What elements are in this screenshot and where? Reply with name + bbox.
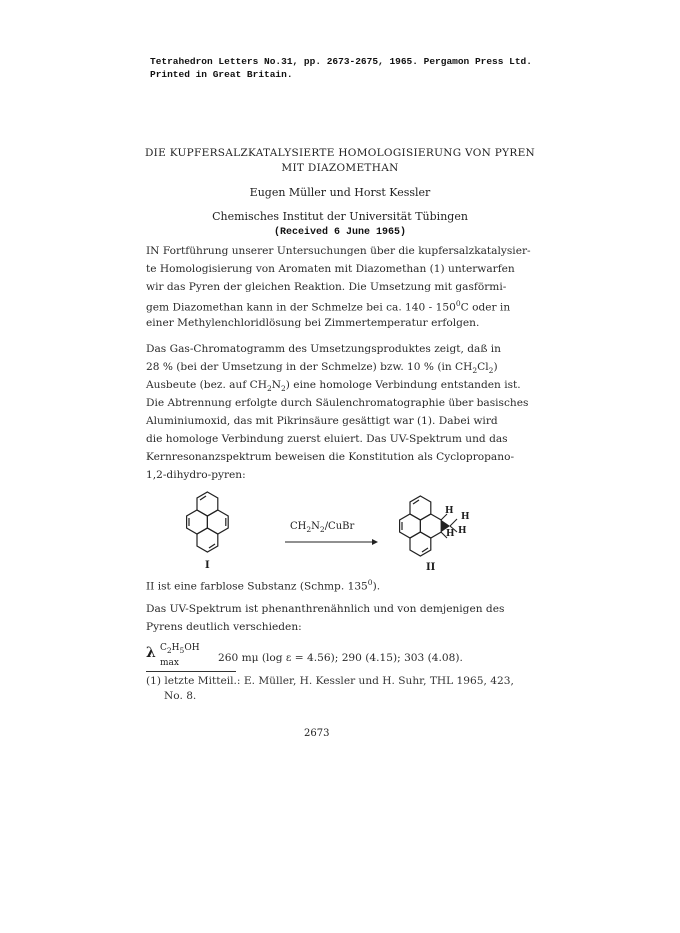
- p2-line3: [146, 379, 521, 393]
- authors: Eugen Müller und Horst Kessler: [249, 186, 431, 199]
- compound-label-I: I: [205, 560, 210, 571]
- p1-line2: te Homologisierung von Aromaten mit Diazomethan (1) unterwarfen: [146, 263, 515, 275]
- p2-line4: Die Abtrennung erfolgte durch Säulenchromatographie über basisches: [146, 397, 529, 409]
- p1-line4-suffix: C oder in: [460, 301, 511, 314]
- p1-line4: [146, 299, 510, 314]
- journal-citation: Tetrahedron Letters No.31, pp. 2673-2675, 1965. Pergamon Press Ltd.: [150, 56, 532, 67]
- compound-label-II: II: [426, 562, 436, 573]
- p3-line1: Das UV-Spektrum ist phenanthrenähnlich und von demjenigen des: [146, 603, 505, 615]
- reagent-cubr: /CuBr: [324, 521, 355, 532]
- reagent-ch: CH: [290, 521, 307, 532]
- uv-solvent: [160, 643, 200, 655]
- arrow-head: [372, 539, 378, 545]
- p2-line3a: Ausbeute (bez. auf CH: [146, 379, 267, 391]
- cyclopropane-product-II: [400, 496, 442, 556]
- article-title-line1: DIE KUPFERSALZKATALYSIERTE HOMOLOGISIERUNG VON PYREN: [144, 147, 536, 159]
- reagent-sub1: 2: [306, 525, 312, 534]
- p1-line4-text: gem Diazomethan kann in der Schmelze bei ca. 140 - 150: [146, 301, 456, 314]
- uv-sub2: 5: [179, 645, 185, 655]
- p2-line1: Das Gas-Chromatogramm des Umsetzungsproduktes zeigt, daß in: [146, 343, 501, 355]
- sub-2d: 2: [281, 384, 286, 394]
- h-label-1: H: [445, 506, 454, 516]
- p2-line8: 1,2-dihydro-pyren:: [146, 469, 246, 481]
- p2-line3b: N: [271, 379, 282, 391]
- p2-line2c: ): [493, 361, 498, 373]
- degree-sign: 0: [455, 299, 461, 308]
- mp-text: II ist eine farblose Substanz (Schmp. 135: [146, 580, 368, 593]
- p2-line3c: ) eine homologe Verbindung entstanden ist.: [285, 379, 521, 391]
- institution: Chemisches Institut der Universität Tübingen: [212, 210, 468, 223]
- mp-close: ).: [372, 580, 381, 593]
- p1-line5: einer Methylenchloridlösung bei Zimmertemperatur erfolgen.: [146, 317, 480, 329]
- reagent-label: [290, 521, 354, 534]
- p1-line3: wir das Pyren der gleichen Reaktion. Die Umsetzung mit gasförmi-: [146, 281, 507, 293]
- page-number: 2673: [304, 728, 330, 739]
- uv-h: H: [171, 643, 180, 653]
- printed-in: Printed in Great Britain.: [150, 69, 293, 80]
- pyrene-structure-I: [187, 492, 229, 552]
- mp-line: [146, 578, 380, 593]
- uv-oh: OH: [184, 643, 200, 653]
- uv-values: 260 mμ (log ε = 4.56); 290 (4.15); 303 (4.08).: [218, 652, 463, 664]
- article-title-line2: MIT DIAZOMETHAN: [281, 162, 399, 174]
- received-date: (Received 6 June 1965): [273, 227, 407, 238]
- p1-line1: IN Fortführung unserer Untersuchungen über die kupfersalzkatalysier-: [146, 245, 531, 257]
- reagent-n: N: [311, 521, 320, 532]
- reagent-sub2: 2: [319, 525, 325, 534]
- h-label-2: H: [461, 512, 470, 522]
- h-label-4: H: [446, 529, 455, 539]
- sub-2b: 2: [488, 366, 494, 376]
- p2-line2a: 28 % (bei der Umsetzung in der Schmelze) bzw. 10 % (in CH: [146, 361, 473, 373]
- p2-line2: [146, 361, 498, 375]
- h-label-3: H: [458, 526, 467, 536]
- uv-max: max: [160, 658, 179, 668]
- uv-sub1: 2: [166, 645, 172, 655]
- sub-2a: 2: [472, 366, 478, 376]
- mp-degree: 0: [367, 578, 373, 587]
- sub-2c: 2: [266, 384, 272, 394]
- p2-line7: Kernresonanzspektrum beweisen die Konstitution als Cyclopropano-: [146, 451, 515, 463]
- p2-line5: Aluminiumoxid, das mit Pikrinsäure gesättigt war (1). Dabei wird: [146, 415, 498, 427]
- footnote-line2: No. 8.: [164, 690, 197, 702]
- footnote-line1: (1) letzte Mitteil.: E. Müller, H. Kessler und H. Suhr, THL 1965, 423,: [146, 675, 514, 687]
- uv-c: C: [160, 643, 167, 653]
- lambda-symbol: λ: [146, 645, 156, 661]
- footnote-rule: [146, 671, 236, 672]
- p2-line6: die homologe Verbindung zuerst eluiert. Das UV-Spektrum und das: [146, 433, 508, 445]
- p2-line2b: Cl: [477, 361, 489, 373]
- p3-line2: Pyrens deutlich verschieden:: [146, 621, 302, 633]
